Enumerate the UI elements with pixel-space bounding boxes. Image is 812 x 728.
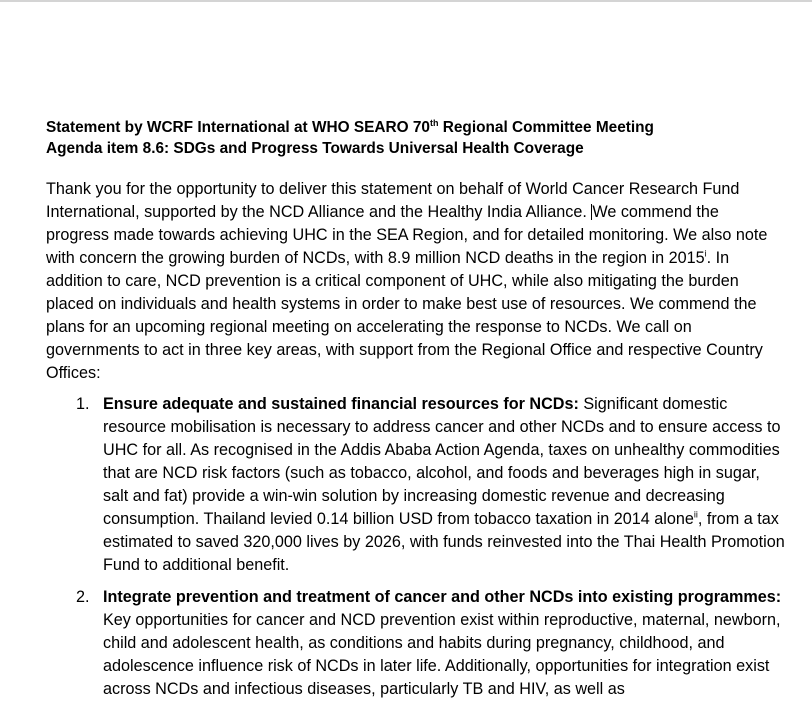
title-line-1: [46, 117, 786, 138]
list-item-heading: Integrate prevention and treatment of cancer and other NCDs into existing programmes:: [103, 588, 782, 606]
title-line-1-tail: Regional Committee Meeting: [438, 119, 654, 136]
list-item-body-tail: , from a tax estimated to saved 320,000 lives by 2026, with funds reinvested into the Thai Health Promotion Fund to additional benefit.: [103, 510, 785, 574]
list-item-body: Significant domestic resource mobilisation is necessary to address cancer and other NCDs and to ensure access to UHC for all. As recognised in the Addis Ababa Action Agenda, taxes on unhealthy commodities that are NCD risk factors (such as tobacco, alcohol, and foods and beverages high in sugar, salt and fat) provide a win-win solution by increasing domestic revenue and decreasing consumption. Thailand levied 0.14 billion USD from tobacco taxation in 2014 alone: [103, 395, 781, 528]
page-top-border: [0, 0, 812, 2]
intro-paragraph[interactable]: [46, 178, 786, 385]
footnote-ref-i[interactable]: i: [704, 248, 707, 259]
intro-text-3: . In addition to care, NCD prevention is a critical component of UHC, while also mitigating the burden placed on individuals and health systems in order to make best use of resources. We commend the plans for an upcoming regional meeting on accelerating the response to NCDs. We call on governments to act in three key areas, with support from the Regional Office and respective Country Offices:: [46, 249, 763, 382]
intro-text-2: We commend the progress made towards achieving UHC in the SEA Region, and for detailed monitoring. We also note with concern the growing burden of NCDs, with 8.9 million NCD deaths in the region in 2015: [46, 203, 768, 267]
title-line-2: Agenda item 8.6: SDGs and Progress Towards Universal Health Coverage: [46, 140, 584, 157]
intro-text-1: Thank you for the opportunity to deliver this statement on behalf of World Cancer Research Fund International, supported by the NCD Alliance and the Healthy India Alliance.: [46, 180, 740, 221]
list-item-heading: Ensure adequate and sustained financial resources for NCDs:: [103, 395, 579, 413]
title-line-1-text: Statement by WCRF International at WHO SEARO 70: [46, 119, 430, 136]
footnote-ref-ii[interactable]: ii: [693, 509, 698, 520]
document-page: [46, 117, 786, 710]
list-item-number: 2.: [76, 588, 90, 606]
title-superscript: th: [429, 117, 439, 128]
list-item-number: 1.: [76, 395, 90, 413]
list-item[interactable]: [46, 586, 786, 701]
statement-title: [46, 117, 786, 159]
recommendations-list: [46, 393, 786, 701]
list-item[interactable]: [46, 393, 786, 577]
list-item-body: Key opportunities for cancer and NCD prevention exist within reproductive, maternal, newborn, child and adolescent health, as conditions and habits during pregnancy, childhood, and adolescence influence risk of NCDs in later life. Additionally, opportunities for integration exist across NCDs and infectious diseases, particularly TB and HIV, as well as: [103, 611, 781, 698]
